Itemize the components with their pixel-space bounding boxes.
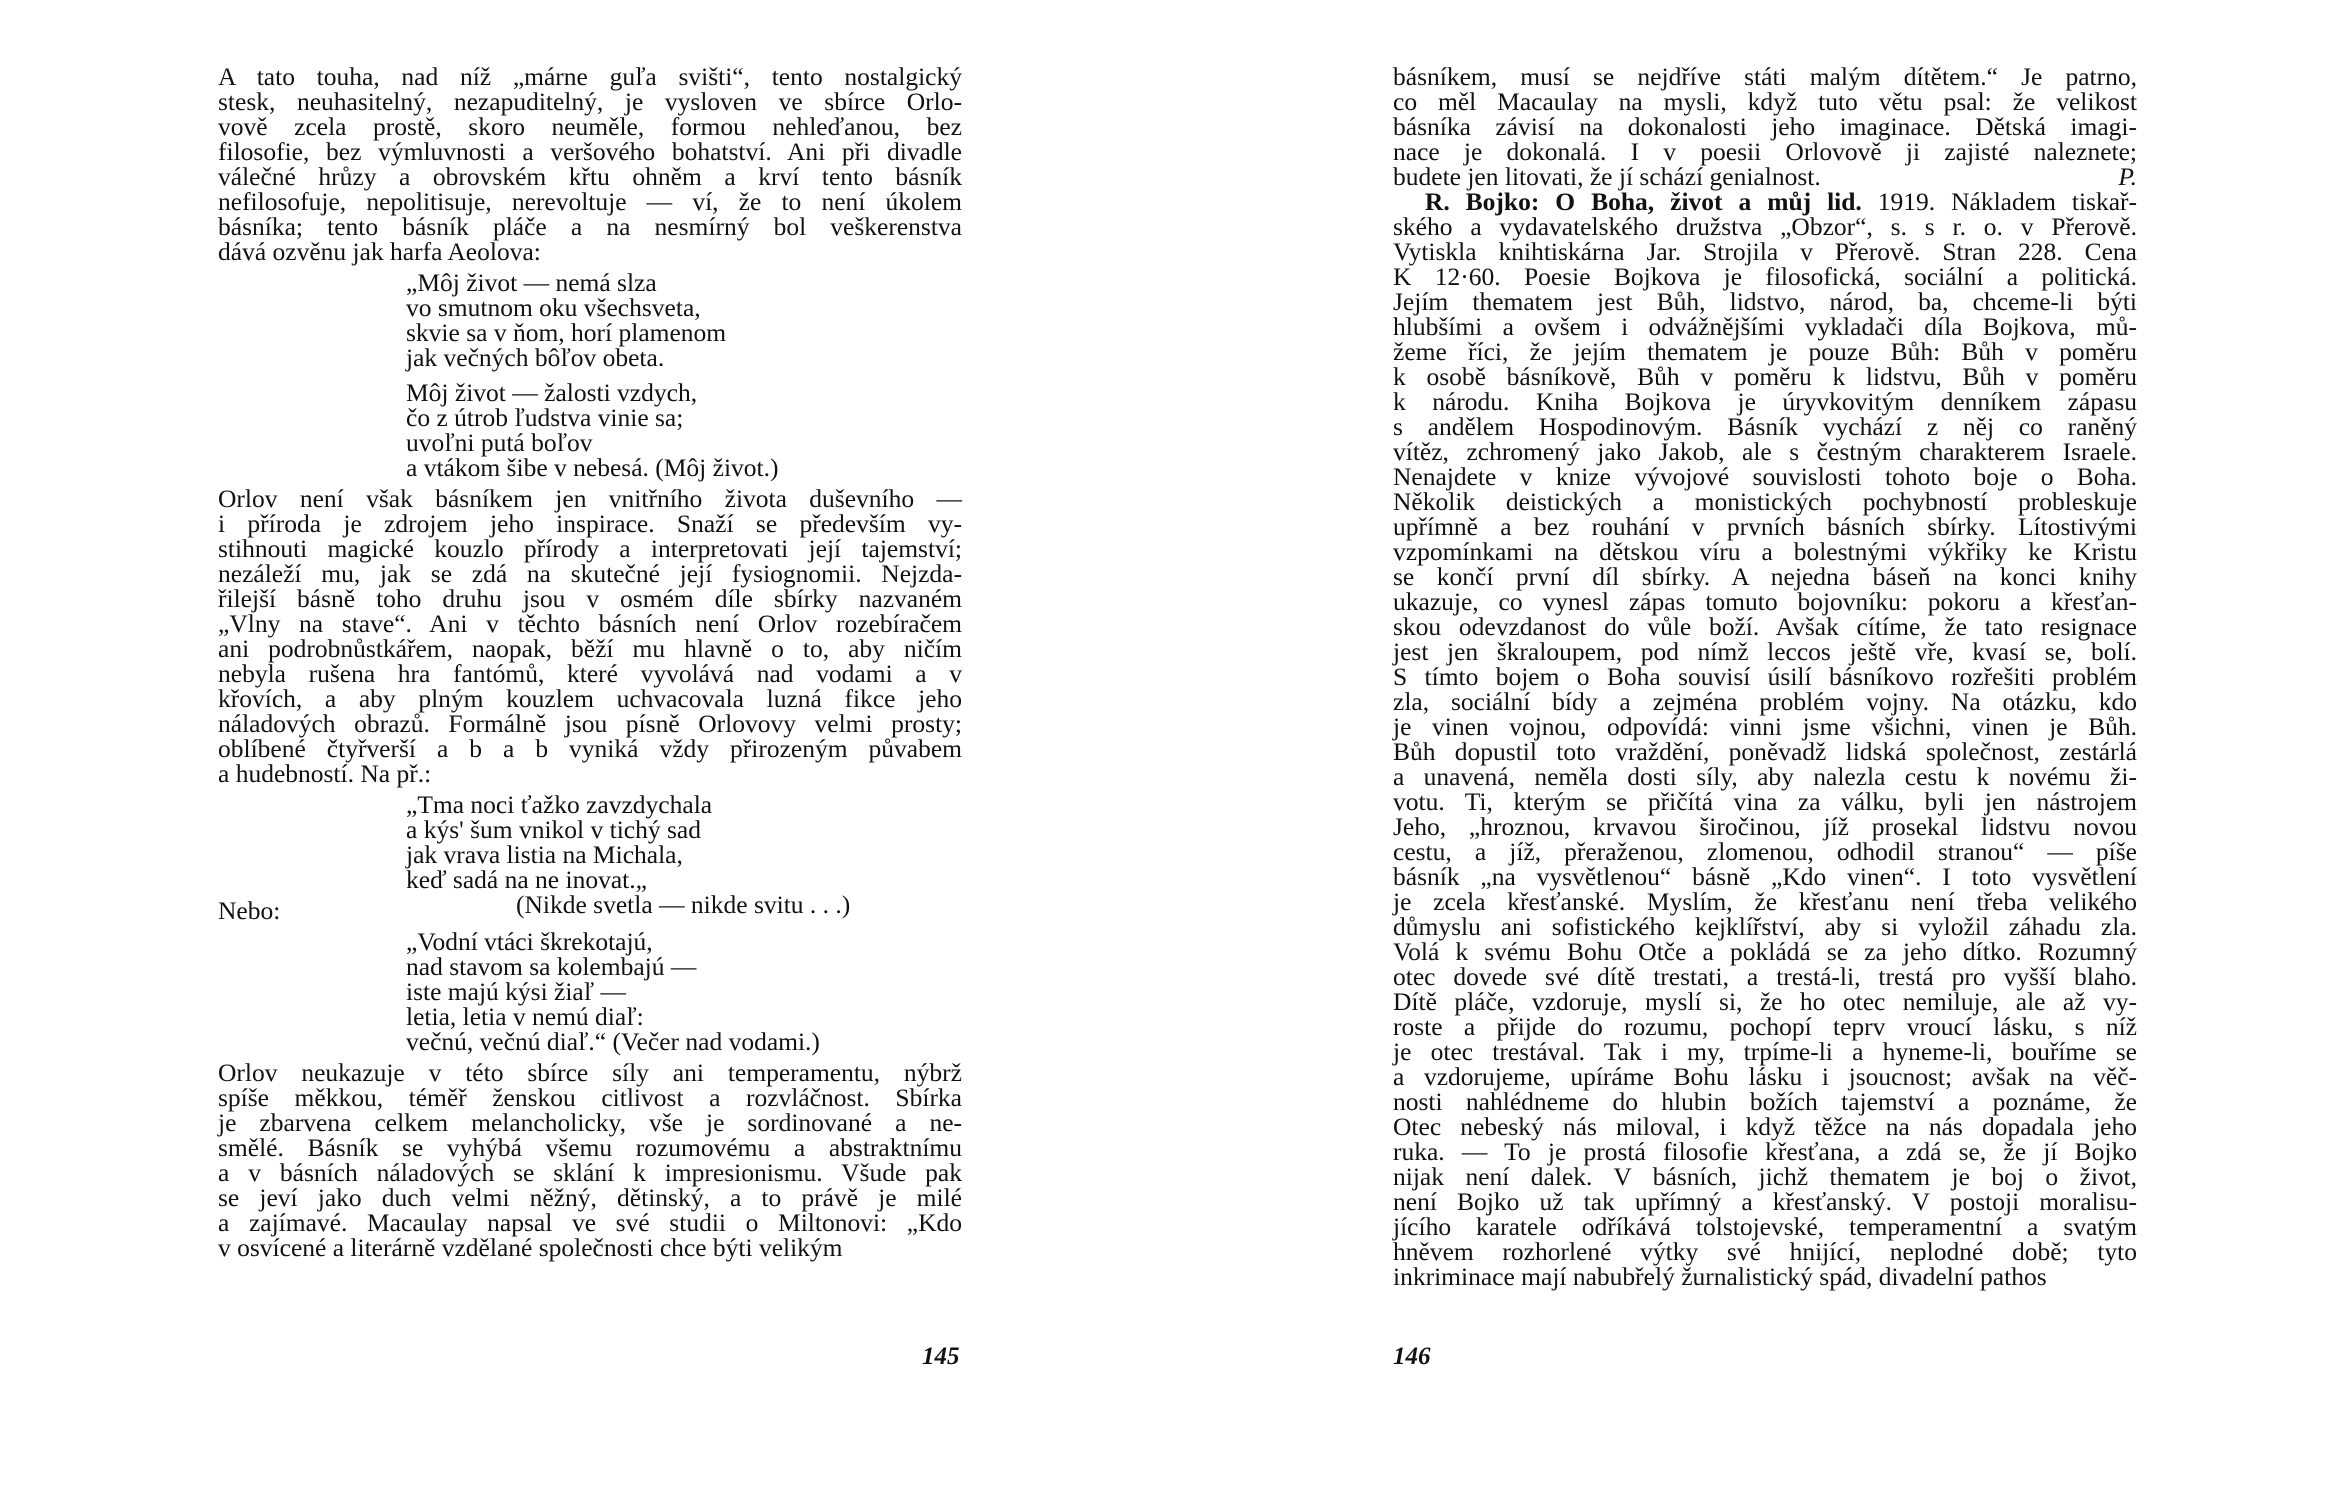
text-line: stihnouti magické kouzlo přírody a interpretovati její tajemství; bbox=[218, 534, 962, 563]
text-line: a kýs' šum vnikol v tichý sad bbox=[406, 815, 701, 844]
text-line: je zbarvena celkem melancholicky, vše je sordinované a ne- bbox=[218, 1108, 962, 1137]
text-line: „Tma noci ťažko zavzdychala bbox=[406, 790, 713, 819]
text-line: k osobě básníkově, Bůh v poměru k lidstvu, Bůh v poměru bbox=[1393, 362, 2137, 391]
paragraph bbox=[218, 64, 962, 264]
review-title: R. Bojko: O Boha, život a můj lid. bbox=[1424, 187, 1862, 216]
poem-vodni-vtaci bbox=[406, 929, 962, 1054]
text-line: a vzdorujeme, upíráme Bohu lásku i jsoucnost; avšak na věč- bbox=[1393, 1062, 2137, 1091]
text-line: důmyslu ani sofistického kejklířství, aby si vyložil záhadu zla. bbox=[1393, 912, 2137, 941]
stanza bbox=[406, 792, 962, 917]
text-line: budete jen litovati, že jí schází genialnost. bbox=[1393, 162, 1821, 191]
text-line: nosti nahlédneme do hlubin božích tajemství a poznáme, že bbox=[1393, 1087, 2137, 1116]
text-line: ani podrobnůstkářem, naopak, běží mu hlavně o to, aby ničím bbox=[218, 634, 962, 663]
text-line: skvie sa v ňom, horí plamenom bbox=[406, 318, 727, 347]
poem-tma-noci bbox=[406, 792, 962, 917]
paragraph bbox=[1393, 64, 2137, 189]
text-line: vově zcela prostě, skoro neuměle, formou nehleďanou, bez bbox=[218, 112, 962, 141]
text-line: ského a vydavatelského družstva „Obzor“, s. s r. o. v Přerově. bbox=[1393, 212, 2137, 241]
text-line: nace je dokonalá. I v poesii Orlovově ji zajisté naleznete; bbox=[1393, 137, 2137, 166]
text-line: Nenajdete v knize vývojové souvislosti tohoto boje o Boha. bbox=[1393, 462, 2137, 491]
text-line: nefilosofuje, nepolitisuje, nerevoltuje — ví, že to není úkolem bbox=[218, 187, 962, 216]
text-line: jícího karatele odříkává tolstojevské, temperamentní a svatým bbox=[1393, 1212, 2137, 1241]
text-line: válečné hrůzy a obrovském křtu ohněm a krví tento básník bbox=[218, 162, 962, 191]
stanza bbox=[406, 929, 962, 1054]
text-line: „Vlny na stave“. Ani v těchto básních není Orlov rozebíračem bbox=[218, 609, 962, 638]
text-line: Môj život — žalosti vzdych, bbox=[406, 378, 698, 407]
text-line: a zajímavé. Macaulay napsal ve své studii o Miltonovi: „Kdo bbox=[218, 1208, 962, 1237]
text-line: skou odevzdanost do vůle boží. Avšak cítíme, že tato resignace bbox=[1393, 612, 2137, 641]
text-line: s andělem Hospodinovým. Básník vychází z něj co raněný bbox=[1393, 412, 2137, 441]
text-line: ruka. — To je prostá filosofie křesťana, a zdá se, že jí Bojko bbox=[1393, 1137, 2137, 1166]
text-line: k národu. Kniha Bojkova je úryvkovitým denníkem zápasu bbox=[1393, 387, 2137, 416]
text-line: Vytiskla knihtiskárna Jar. Strojila v Přerově. Stran 228. Cena bbox=[1393, 237, 2137, 266]
text-line: jak večných bôľov obeta. bbox=[406, 343, 665, 372]
text-line: nebyla rušena hra fantómů, které vyvolává nad vodami a v bbox=[218, 659, 962, 688]
text-line: Několik deistických a monistických pochybností probleskuje bbox=[1393, 487, 2137, 516]
right-page bbox=[1393, 64, 2137, 1289]
text-line: se končí první díl sbírky. A nejedna báseň na konci knihy bbox=[1393, 562, 2137, 591]
text-line: uvoľni putá boľov bbox=[406, 428, 593, 457]
text-line: nad stavom sa kolembajú — bbox=[406, 952, 697, 981]
text-line: filosofie, bez výmluvnosti a veršového bohatství. Ani při divadle bbox=[218, 137, 962, 166]
text-line: Otec nebeský nás miloval, i když těžce na nás dopadala jeho bbox=[1393, 1112, 2137, 1141]
text-line: vítěz, zchromený jako Jakob, ale s čestným charakterem Israele. bbox=[1393, 437, 2137, 466]
nebo-label: Nebo: bbox=[218, 896, 281, 925]
text-line: Jeho, „hroznou, krvavou širočinou, jíž prosekal lidstvu novou bbox=[1393, 812, 2137, 841]
text-line: večnú, večnú diaľ.“ (Večer nad vodami.) bbox=[406, 1027, 820, 1056]
text-line: v osvícené a literárně vzdělané společnosti chce býti velikým bbox=[218, 1233, 843, 1262]
text-line: není Bojko už tak upřímný a křesťanský. V postoji moralisu- bbox=[1393, 1187, 2137, 1216]
poem-zivot bbox=[406, 270, 962, 480]
page-number-right: 146 bbox=[1393, 1343, 1431, 1370]
text-line: básníkem, musí se nejdříve státi malým dítětem.“ Je patrno, bbox=[1393, 62, 2137, 91]
text-line: roste a přijde do rozumu, pochopí teprv vroucí lásku, s níž bbox=[1393, 1012, 2137, 1041]
text-line: jak vrava listia na Michala, bbox=[406, 840, 683, 869]
signature: P. bbox=[2118, 162, 2137, 191]
text-line: iste majú kýsi žiaľ — bbox=[406, 977, 626, 1006]
text-line: čo z útrob ľudstva vinie sa; bbox=[406, 403, 684, 432]
paragraph bbox=[218, 1060, 962, 1260]
text-line: „Môj život — nemá slza bbox=[406, 268, 657, 297]
text-line: upřímně a bez rouhání v prvních básních sbírky. Lítostivými bbox=[1393, 512, 2137, 541]
text-line: Orlov neukazuje v této sbírce síly ani temperamentu, nýbrž bbox=[218, 1058, 962, 1087]
text-line: vo smutnom oku všechsveta, bbox=[406, 293, 701, 322]
text-line: Volá k svému Bohu Otče a pokládá se za jeho dítko. Rozumný bbox=[1393, 937, 2137, 966]
text-line: básníka závisí na dokonalosti jeho imaginace. Dětská imagi- bbox=[1393, 112, 2137, 141]
text-line: se jeví jako duch velmi něžný, dětinský, a to právě je milé bbox=[218, 1183, 962, 1212]
text-line: „Vodní vtáci škrekotajú, bbox=[406, 927, 653, 956]
text-line: je vinen vojnou, odpovídá: vinni jsme všichni, vinen je Bůh. bbox=[1393, 712, 2137, 741]
text-line: a unavená, neměla dosti síly, aby nalezla cestu k novému ži- bbox=[1393, 762, 2137, 791]
text-line: nijak není dalek. V básních, jichž thematem je boj o život, bbox=[1393, 1162, 2137, 1191]
review-heading: R. Bojko: O Boha, život a můj lid. 1919. Nákladem tiskař- bbox=[1424, 187, 2138, 216]
text-line: hněvem rozhorlené výtky své hnijící, neplodné době; tyto bbox=[1393, 1237, 2137, 1266]
text-line: Bůh dopustil toto vraždění, poněvadž lidská společnost, zestárlá bbox=[1393, 737, 2137, 766]
text-line: K 12·60. Poesie Bojkova je filosofická, sociální a politická. bbox=[1393, 262, 2137, 291]
text-line: zla, sociální bídy a zejména problém vojny. Na otázku, kdo bbox=[1393, 687, 2137, 716]
stanza bbox=[406, 380, 962, 480]
text-line: jest jen škraloupem, pod nímž leccos ještě vře, kvasí se, bolí. bbox=[1393, 637, 2137, 666]
text-line: básníka; tento básník pláče a na nesmírný bol veškerenstva bbox=[218, 212, 962, 241]
text-line: Jejím thematem jest Bůh, lidstvo, národ, ba, chceme-li býti bbox=[1393, 287, 2137, 316]
review-heading-paragraph bbox=[1393, 189, 2137, 214]
text-line: Orlov není však básníkem jen vnitřního života duševního — bbox=[218, 484, 962, 513]
text-line: hlubšími a ovšem i odvážnějšími vykladači díla Bojkova, mů- bbox=[1393, 312, 2137, 341]
stanza bbox=[406, 270, 962, 370]
text-line: oblíbené čtyřverší a b a b vyniká vždy přirozeným půvabem bbox=[218, 734, 962, 763]
text-line: ukazuje, co vynesl zápas tomuto bojovníku: pokoru a křesťan- bbox=[1393, 587, 2137, 616]
text-line: je otec trestával. Tak i my, trpíme-li a hyneme-li, bouříme se bbox=[1393, 1037, 2137, 1066]
text-line: básník „na vysvětlenou“ básně „Kdo vinen“. I toto vysvětlení bbox=[1393, 862, 2137, 891]
text-line: žeme říci, že jejím thematem je pouze Bůh: Bůh v poměru bbox=[1393, 337, 2137, 366]
text-line: a vtákom šibe v nebesá. (Môj život.) bbox=[406, 453, 779, 482]
text-line: a v básních náladových se sklání k impresionismu. Všude pak bbox=[218, 1158, 962, 1187]
text-line: dává ozvěnu jak harfa Aeolova: bbox=[218, 237, 541, 266]
text-line: stesk, neuhasitelný, nezapuditelný, je vysloven ve sbírce Orlo- bbox=[218, 87, 962, 116]
text-line: S tímto bojem o Boha souvisí úsilí básníkovo rozřešiti problém bbox=[1393, 662, 2137, 691]
text-line: a hudebností. Na př.: bbox=[218, 759, 432, 788]
text-line: nezáleží mu, jak se zdá na skutečné její fysiognomii. Nejzda- bbox=[218, 559, 962, 588]
text-line: vzpomínkami na dětskou víru a bolestnými výkřiky ke Kristu bbox=[1393, 537, 2137, 566]
paragraph bbox=[1393, 214, 2137, 1289]
text-line: keď sadá na ne inovat.„ bbox=[406, 865, 647, 894]
text-line: je zcela křesťanské. Myslím, že křesťanu není třeba velikého bbox=[1393, 887, 2137, 916]
text-line: smělé. Básník se vyhýbá všemu rozumovému a abstraktnímu bbox=[218, 1133, 962, 1162]
left-page bbox=[218, 64, 962, 1260]
text-line: Dítě pláče, vzdoruje, myslí si, že ho otec nemiluje, ale až vy- bbox=[1393, 987, 2137, 1016]
text-line: A tato touha, nad níž „márne guľa svišti“, tento nostalgický bbox=[218, 62, 962, 91]
page-number-left: 145 bbox=[922, 1343, 960, 1370]
text-line: i příroda je zdrojem jeho inspirace. Snaží se především vy- bbox=[218, 509, 962, 538]
text-line: co měl Macaulay na mysli, když tuto větu psal: že velikost bbox=[1393, 87, 2137, 116]
text-line: řilejší básně toho druhu jsou v osmém díle sbírky nazvaném bbox=[218, 584, 962, 613]
text-line: votu. Ti, kterým se přičítá vina za válku, byli jen nástrojem bbox=[1393, 787, 2137, 816]
text-line: křovích, a aby plným kouzlem uchvacovala luzná fikce jeho bbox=[218, 684, 962, 713]
text-line: náladových obrazů. Formálně jsou písně Orlovovy velmi prosty; bbox=[218, 709, 962, 738]
text-line: letia, letia v nemú diaľ: bbox=[406, 1002, 644, 1031]
paragraph bbox=[218, 486, 962, 786]
text-line: inkriminace mají nabubřelý žurnalistický spád, divadelní pathos bbox=[1393, 1262, 2047, 1291]
text-line: otec dovede své dítě trestati, a trestá-li, trestá pro vyšší blaho. bbox=[1393, 962, 2137, 991]
text-line: (Nikde svetla — nikde svitu . . .) bbox=[516, 890, 851, 919]
text-line: cestu, a jíž, přeraženou, zlomenou, odhodil stranou“ — píše bbox=[1393, 837, 2137, 866]
text-line: spíše měkkou, téměř ženskou citlivost a rozvláčnost. Sbírka bbox=[218, 1083, 962, 1112]
